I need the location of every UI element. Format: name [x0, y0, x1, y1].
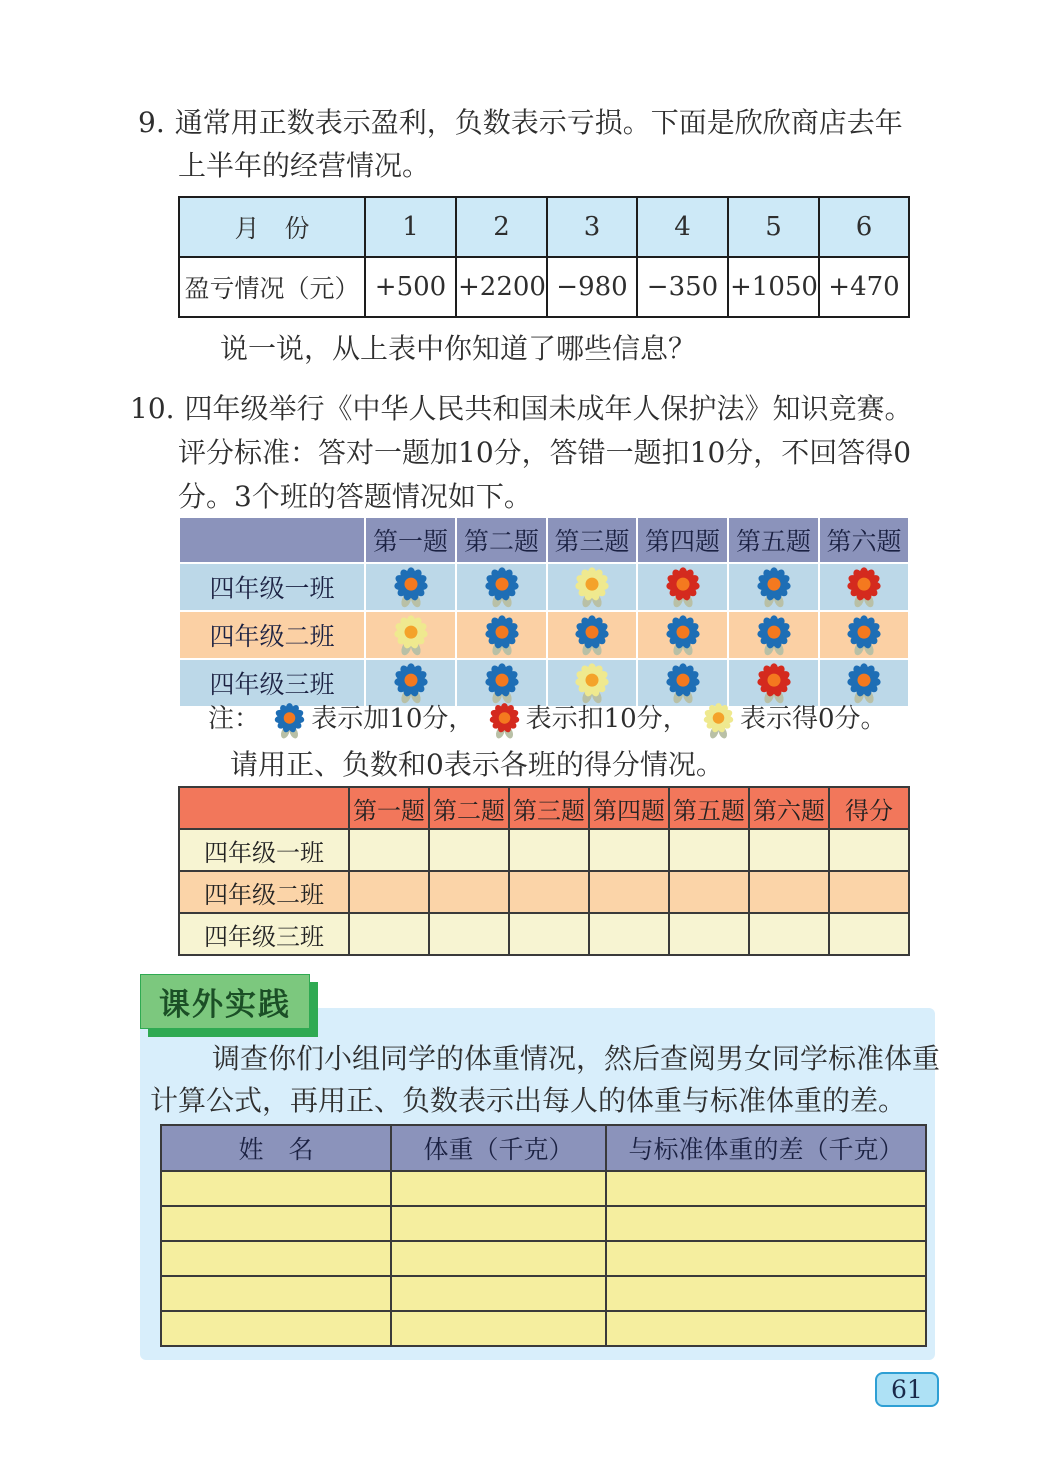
answer-cell — [669, 871, 749, 913]
answer-cell — [749, 871, 829, 913]
flower-header-1: 第一题 — [365, 517, 456, 563]
answer-cell — [429, 913, 509, 955]
practice-badge: 课外实践 — [140, 974, 310, 1029]
table-row — [161, 1241, 926, 1276]
answer-cell — [829, 829, 909, 871]
q10-prompt: 请用正、负数和0表示各班的得分情况。 — [230, 748, 724, 781]
month-4: 4 — [637, 197, 728, 257]
answer-cell — [669, 913, 749, 955]
month-1: 1 — [365, 197, 456, 257]
q9-line2: 上半年的经营情况。 — [178, 149, 431, 182]
answer-class3-label: 四年级三班 — [179, 913, 349, 955]
answer-class1-label: 四年级一班 — [179, 829, 349, 871]
answer-header-6: 第六题 — [749, 787, 829, 829]
score-answer-table — [178, 786, 910, 956]
empty-cell — [391, 1241, 606, 1276]
profit-value-4: −350 — [637, 257, 728, 317]
answer-header-1: 第一题 — [349, 787, 429, 829]
empty-cell — [391, 1171, 606, 1206]
flower-header-5: 第五题 — [728, 517, 819, 563]
flower-plus10-icon — [754, 613, 794, 657]
practice-line2: 计算公式，再用正、负数表示出每人的体重与标准体重的差。 — [150, 1084, 907, 1117]
flower-minus10-icon — [663, 565, 703, 609]
answer-cell — [829, 913, 909, 955]
answer-cell — [749, 829, 829, 871]
table-row — [179, 197, 909, 257]
profit-value-6: +470 — [819, 257, 909, 317]
month-5: 5 — [728, 197, 819, 257]
weight-header: 体重（千克） — [391, 1125, 606, 1171]
class2-label: 四年级二班 — [179, 611, 365, 659]
answer-cell — [589, 829, 669, 871]
table-row — [179, 787, 909, 829]
flower-plus10-icon — [391, 565, 431, 609]
answer-cell — [429, 829, 509, 871]
empty-cell — [161, 1171, 391, 1206]
practice-line1: 调查你们小组同学的体重情况，然后查阅男女同学标准体重 — [212, 1042, 941, 1075]
flower-header-4: 第四题 — [637, 517, 728, 563]
answer-cell — [429, 871, 509, 913]
q10-line2: 评分标准：答对一题加10分，答错一题扣10分，不回答得0 — [178, 436, 912, 469]
month-2: 2 — [456, 197, 547, 257]
table-row — [179, 913, 909, 955]
empty-cell — [161, 1276, 391, 1311]
profit-row-label: 盈亏情况（元） — [179, 257, 365, 317]
table-row — [161, 1206, 926, 1241]
answer-cell — [349, 913, 429, 955]
flower-plus10-icon — [272, 701, 307, 740]
name-header: 姓 名 — [161, 1125, 391, 1171]
flower-plus10-icon — [572, 613, 612, 657]
empty-cell — [606, 1276, 926, 1311]
flower-zero-icon — [391, 613, 431, 657]
table-row — [179, 517, 909, 563]
empty-cell — [606, 1171, 926, 1206]
table-row — [161, 1311, 926, 1346]
class1-label: 四年级一班 — [179, 563, 365, 611]
answer-header-4: 第四题 — [589, 787, 669, 829]
answer-cell — [509, 871, 589, 913]
flower-minus10-icon — [487, 701, 522, 740]
table-row — [179, 257, 909, 317]
empty-cell — [391, 1206, 606, 1241]
answer-cell — [509, 913, 589, 955]
class3-label: 四年级三班 — [179, 659, 365, 707]
table-row — [179, 829, 909, 871]
empty-cell — [391, 1276, 606, 1311]
answer-cell — [589, 871, 669, 913]
empty-cell — [606, 1206, 926, 1241]
answer-header-empty — [179, 787, 349, 829]
flower-zero-icon — [572, 565, 612, 609]
q10-line1: 10. 四年级举行《中华人民共和国未成年人保护法》知识竞赛。 — [130, 388, 913, 430]
q10-line3: 分。3个班的答题情况如下。 — [178, 480, 532, 513]
flower-results-table — [178, 516, 910, 708]
flower-plus10-icon — [482, 565, 522, 609]
empty-cell — [606, 1311, 926, 1346]
weight-survey-table — [160, 1124, 927, 1347]
month-3: 3 — [547, 197, 637, 257]
flower-zero-icon — [701, 701, 736, 740]
table-row — [179, 563, 909, 611]
empty-cell — [161, 1206, 391, 1241]
profit-value-3: −980 — [547, 257, 637, 317]
profit-value-5: +1050 — [728, 257, 819, 317]
flower-plus10-icon — [663, 613, 703, 657]
empty-cell — [161, 1241, 391, 1276]
answer-cell — [589, 913, 669, 955]
flower-plus10-icon — [754, 565, 794, 609]
difference-header: 与标准体重的差（千克） — [606, 1125, 926, 1171]
flower-plus10-icon — [844, 613, 884, 657]
month-6: 6 — [819, 197, 909, 257]
table-row — [161, 1125, 926, 1171]
profit-value-2: +2200 — [456, 257, 547, 317]
answer-header-2: 第二题 — [429, 787, 509, 829]
answer-cell — [509, 829, 589, 871]
empty-cell — [391, 1311, 606, 1346]
answer-class2-label: 四年级二班 — [179, 871, 349, 913]
empty-cell — [606, 1241, 926, 1276]
answer-cell — [829, 871, 909, 913]
note-prefix: 注： — [208, 704, 261, 734]
flower-header-3: 第三题 — [547, 517, 637, 563]
q9-number: 9. — [138, 106, 165, 139]
flower-minus10-icon — [844, 565, 884, 609]
answer-cell — [749, 913, 829, 955]
answer-cell — [349, 871, 429, 913]
profit-value-1: +500 — [365, 257, 456, 317]
table-row — [161, 1171, 926, 1206]
answer-header-5: 第五题 — [669, 787, 749, 829]
table-row — [179, 871, 909, 913]
answer-cell — [349, 829, 429, 871]
month-header: 月 份 — [179, 197, 365, 257]
flower-header-6: 第六题 — [819, 517, 909, 563]
page-number-badge: 61 — [875, 1372, 939, 1407]
table-row — [179, 611, 909, 659]
answer-cell — [669, 829, 749, 871]
q9-prompt: 说一说，从上表中你知道了哪些信息？ — [220, 332, 697, 365]
empty-cell — [161, 1311, 391, 1346]
flower-header-empty — [179, 517, 365, 563]
flower-legend: 注： 表示加10分， 表示扣10分， 表示得0分。 — [208, 698, 887, 740]
flower-plus10-icon — [482, 613, 522, 657]
profit-loss-table — [178, 196, 910, 318]
flower-header-2: 第二题 — [456, 517, 547, 563]
answer-header-score: 得分 — [829, 787, 909, 829]
answer-header-3: 第三题 — [509, 787, 589, 829]
q10-number: 10. — [130, 392, 175, 425]
q9-line1: 9. 通常用正数表示盈利，负数表示亏损。下面是欣欣商店去年 — [138, 102, 903, 144]
table-row — [161, 1276, 926, 1311]
